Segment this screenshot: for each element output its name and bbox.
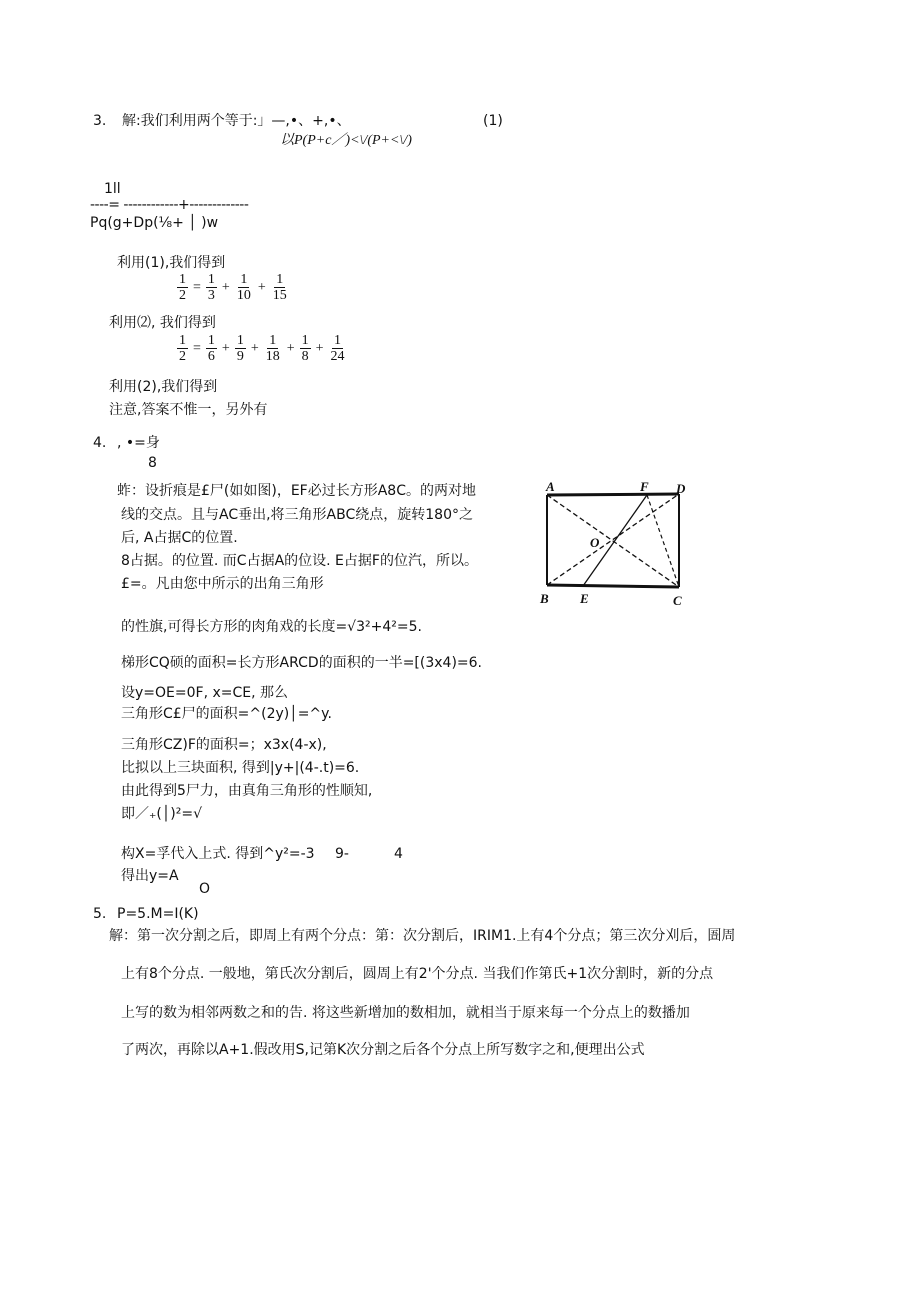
label-b: B [540,591,549,606]
operator: + [315,340,324,356]
problem-4-line: 4 [394,846,403,862]
use-3-text: 利用(2),我们得到 [109,379,218,395]
problem-4-head-sub: 8 [148,455,157,471]
problem-4-line: 后, A占据C的位置. [121,530,238,546]
operator: + [286,340,295,356]
problem-4-line: 构X=孚代入上式. 得到^y²=-3 [121,846,315,862]
problem-4-line: 的性旗,可得长方形的肉角戏的长度=√3²+4²=5. [121,619,422,635]
problem-4-line: £=。凡由您中所示的出角三角形 [121,576,324,592]
fraction-numerator: 1 [179,272,186,287]
problem-4-line: 线的交点。且与AC垂出,将三角形ABC绕点，旋转180°之 [121,507,473,523]
fraction-denominator: 3 [207,288,215,303]
fraction-denominator: 9 [236,349,244,364]
label-1ll: 1ll [104,181,121,197]
rectangle-fold-figure [533,478,703,608]
problem-4-line: 梯形CQ硕的面积=长方形ARCD的面积的一半=[(3x4)=6. [121,655,482,671]
problem-4-line: 蚱：设折痕是£尸(如如图)，EF必过长方形A8C。的两对地 [117,483,476,499]
note-text: 注意,答案不惟一，另外有 [109,402,268,418]
fraction [300,333,311,364]
segment-fc [647,495,679,587]
fraction [271,272,289,303]
operator: + [221,340,230,356]
operator: + [250,340,259,356]
problem-4-line: 三角形C£尸的面积=^(2y)│=^y. [121,706,332,722]
fraction-denominator: 18 [265,349,280,364]
fraction-denominator: 15 [272,288,287,303]
use-2-text: 利用⑵, 我们得到 [109,315,216,331]
fraction [206,272,217,303]
fraction [177,333,188,364]
problem-4-number: 4. [93,435,107,451]
problem-4-line: 9- [335,846,349,862]
edge-ad [547,494,679,495]
problem-4-head: , •=身 [117,435,160,451]
fraction-numerator: 1 [236,333,244,348]
fraction-denominator: 10 [236,288,251,303]
problem-4-line: 比拟以上三块面积, 得到|y+|(4-.t)=6. [121,760,360,776]
fraction-numerator: 1 [240,272,248,287]
dash-fraction-line: ----= ------------+------------- [90,197,249,213]
fraction-numerator: 1 [301,333,309,348]
problem-4-line: 得出y=A [121,868,179,884]
diagonal-ac [547,495,679,587]
label-o: O [590,535,600,550]
label-d: D [676,481,686,496]
fraction [177,272,188,303]
fraction-numerator: 1 [207,333,215,348]
edge-bc [547,585,679,587]
diagonal-bd [547,494,679,585]
fraction [206,333,217,364]
fraction [264,333,282,364]
problem-4-line: 设y=OE=0F, x=CE, 那么 [121,685,289,701]
problem-4-line: 即／₊(│)²=√ [121,806,203,822]
label-e: E [580,591,589,606]
equation-number-1: (1) [483,113,503,129]
operator: + [257,279,266,295]
use-1-text: 利用(1),我们得到 [117,255,226,271]
fraction-equation-2 [175,333,349,364]
problem-3-intro: 解:我们利用两个等于:」—,•、+,•、 [122,113,351,129]
fraction [235,272,253,303]
fraction [329,333,347,364]
problem-4-line: 8占据。的位置. 而C占据A的位设. E占据F的位汽，所以。 [121,553,478,569]
operator: = [193,340,201,356]
formula-2: Pq(g+Dp(⅛+ │ )w [90,215,219,231]
fraction-numerator: 1 [207,272,215,287]
fraction-denominator: 2 [179,349,186,364]
problem-3-number: 3. [93,113,107,129]
problem-4-line: 由此得到5尸力，由真角三角形的性顺知, [121,783,373,799]
fraction-numerator: 1 [276,272,284,287]
fraction-denominator: 8 [301,349,309,364]
problem-4-line: 三角形CZ)F的面积=；x3x(4-x), [121,737,327,753]
label-a: A [546,479,555,494]
fraction [235,333,246,364]
fraction-denominator: 6 [207,349,215,364]
fraction-numerator: 1 [269,333,277,348]
operator: = [193,279,201,295]
label-f: F [640,479,649,494]
fraction-numerator: 1 [334,333,342,348]
problem-5-number: 5. [93,906,107,922]
fraction-denominator: 2 [179,288,186,303]
problem-5-line: 上有8个分点. 一般地，第氏次分割后，圆周上有2'个分点. 当我们作第氏+1次分割时，新的分点 [121,966,714,982]
fraction-equation-1 [175,272,291,303]
problem-4-line: O [199,881,211,897]
fraction-numerator: 1 [179,333,186,348]
problem-5-line: 了两次，再除以A+1.假改用S,记第K次分割之后各个分点上所写数字之和,便理出公式 [121,1042,645,1058]
fraction-denominator: 24 [330,349,345,364]
label-c: C [673,593,682,608]
operator: + [221,279,230,295]
problem-5-line: 解：第一次分割之后，即周上有两个分点：第：次分割后，IRIM1.上有4个分点；第三次分刈后，圄周 [109,928,736,944]
formula-1: 以P(P+c／)<\/(P+<\/) [280,133,412,148]
problem-5-head: P=5.M=I(K) [117,906,199,922]
problem-5-line: 上写的数为相邻两数之和的告. 将这些新增加的数相加，就相当于原来每一个分点上的数播加 [121,1005,690,1021]
